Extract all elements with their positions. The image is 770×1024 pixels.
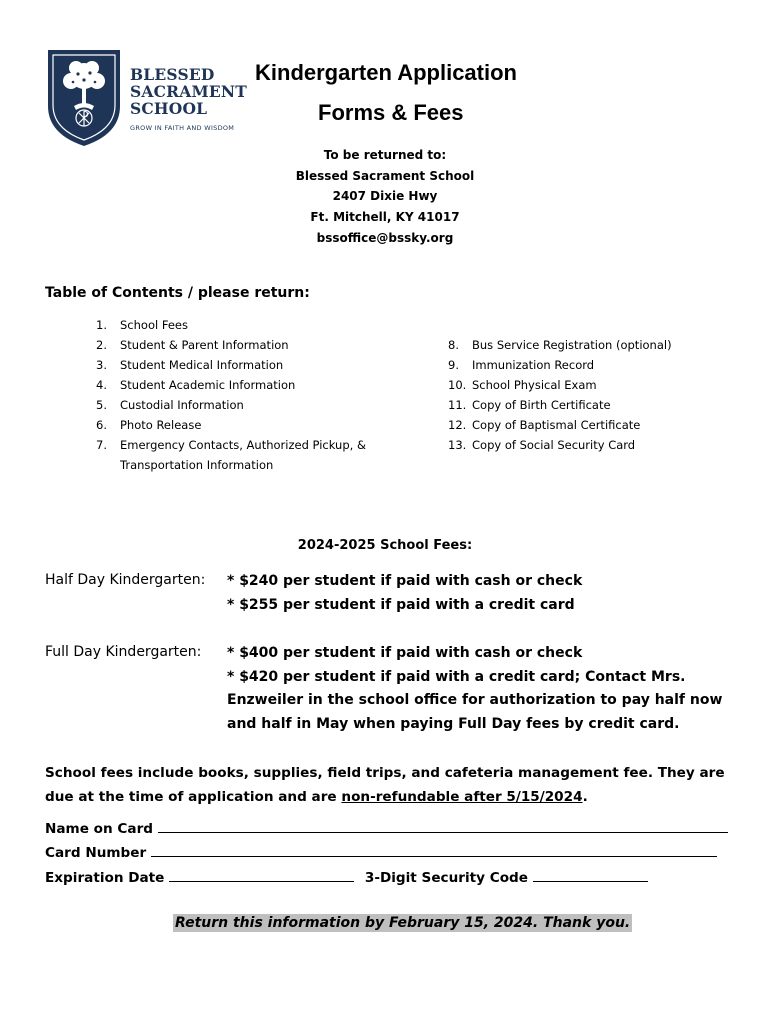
return-deadline-note: Return this information by February 15, 2024. Thank you. [175,915,631,931]
name-on-card-input[interactable] [158,820,728,833]
expiration-field [45,869,648,886]
street-line: 2407 Dixie Hwy [332,189,438,204]
return-label: To be returned to: [323,148,447,162]
toc-item: 3. Student Medical Information [96,358,284,372]
security-code-label: 3-Digit Security Code [364,870,529,886]
card-number-input[interactable] [151,844,717,857]
fee-line: * $420 per student if paid with a credit card; Contact Mrs. Enzweiler in the school office for authorization to pay half now and half in May when paying Full Day fees by credit card. [227,668,723,732]
city-line: Ft. Mitchell, KY 41017 [310,210,460,225]
toc-item: 7. Emergency Contacts, Authorized Pickup, & Transportation Information [96,438,366,472]
fee-line: * $400 per student if paid with cash or check [227,645,583,661]
page-subtitle: Forms & Fees [318,100,464,125]
full-day-fees [227,642,737,736]
toc-item: 1. School Fees [96,318,188,332]
fee-line: * $255 per student if paid with a credit card [227,596,575,613]
half-day-label: Half Day Kindergarten: [45,572,206,588]
school-name: BLESSED SACRAMENT SCHOOL [130,65,247,118]
name-on-card-field [45,820,728,837]
expiration-input[interactable] [169,869,354,882]
full-day-label: Full Day Kindergarten: [45,644,202,660]
toc-heading: Table of Contents / please return: [45,285,310,301]
toc-item: 10. School Physical Exam [448,378,597,392]
expiration-label: Expiration Date [45,870,165,886]
toc-item: 6. Photo Release [96,418,202,432]
school-name-line: Blessed Sacrament School [295,168,475,183]
card-number-label: Card Number [45,845,147,861]
fees-note: School fees include books, supplies, field trips, and cafeteria management fee. They are due at the time of application and are non-refundable after 5/15/2024. [45,765,725,805]
fees-heading: 2024-2025 School Fees: [297,538,473,553]
toc-item: 2. Student & Parent Information [96,338,289,352]
non-refundable-date: non-refundable after 5/15/2024 [341,789,583,805]
return-address-block [235,145,535,249]
toc-list-right [448,335,748,455]
tree-chi-rho-crest-icon [44,46,124,148]
toc-item: 13. Copy of Social Security Card [448,438,636,452]
fee-line: * $240 per student if paid with cash or check [227,573,583,589]
half-day-fees [227,570,737,617]
card-number-field [45,844,717,861]
page-title: Kindergarten Application [255,60,517,85]
toc-item: 9. Immunization Record [448,358,595,372]
toc-item: 12. Copy of Baptismal Certificate [448,418,641,432]
school-tagline: GROW IN FAITH AND WISDOM [130,124,235,132]
toc-item: 5. Custodial Information [96,398,244,412]
toc-item: 4. Student Academic Information [96,378,296,392]
school-logo [44,46,247,148]
name-on-card-label: Name on Card [45,821,153,837]
email-line: bssoffice@bssky.org [316,230,454,245]
security-code-input[interactable] [533,869,648,882]
toc-item: 11. Copy of Birth Certificate [448,398,611,412]
toc-list-left [96,315,396,475]
toc-item: 8. Bus Service Registration (optional) [448,338,672,352]
